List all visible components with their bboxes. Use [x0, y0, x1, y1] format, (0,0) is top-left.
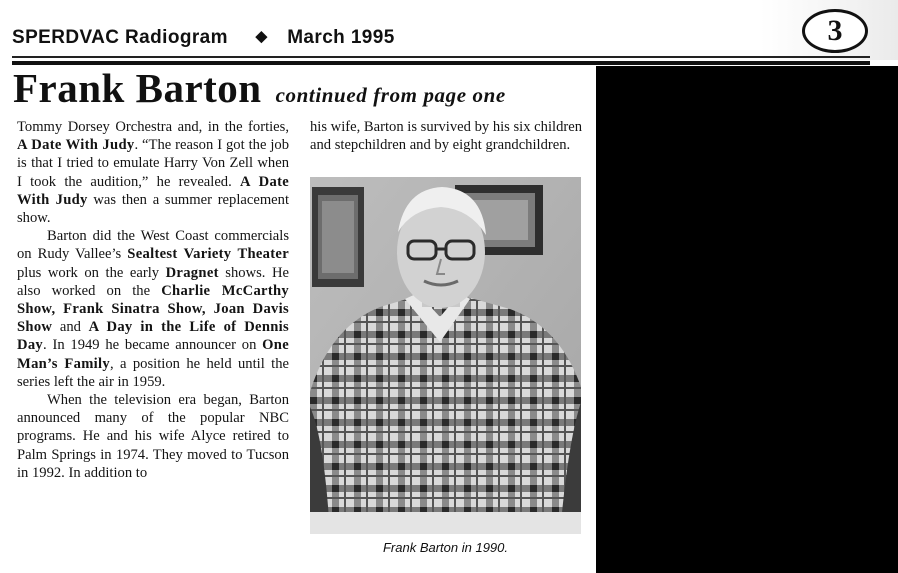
- bold-text: A Date With Judy: [17, 137, 135, 154]
- text-run: plus work on the early: [17, 264, 166, 281]
- article-headline: [13, 64, 506, 112]
- bold-text: One Man’s Family: [17, 337, 289, 372]
- bold-text: A Day in the Life of Dennis Day: [17, 319, 290, 354]
- right-column: [310, 118, 582, 154]
- text-run: was then a summer replacement show.: [17, 191, 289, 227]
- text-run: his wife, Barton is survived by his six children and stepchildren and by eight grandchildren.: [310, 119, 582, 154]
- text-run: Tommy Dorsey Orchestra and, in the forties,: [17, 119, 289, 135]
- paragraph: [310, 118, 582, 154]
- text-run: , a position he held until the series left the air in 1959.: [17, 355, 289, 390]
- bold-text: Dragnet: [165, 264, 219, 281]
- bold-text: Sealtest Variety Theater: [127, 246, 289, 263]
- header-rule: [12, 56, 870, 58]
- text-run: When the television era began, Barton announced many of the popular NBC programs. He and his wife Alyce retired to Palm Springs in 1974. They moved to Tucson in 1992. In addition to: [17, 392, 289, 481]
- running-header: [12, 27, 395, 49]
- page-number-badge: [802, 9, 868, 53]
- article-title: Frank Barton: [13, 65, 262, 111]
- photo-caption: Frank Barton in 1990.: [382, 540, 509, 555]
- text-run: . In 1949 he became announcer on: [43, 337, 263, 354]
- text-run: shows. He also worked on the: [17, 264, 289, 299]
- publication-name: SPERDVAC Radiogram: [12, 27, 228, 48]
- text-run: and: [52, 319, 89, 336]
- paragraph: [17, 391, 289, 482]
- portrait-photo: [310, 177, 581, 534]
- portrait-illustration: [310, 177, 581, 534]
- issue-date: March 1995: [287, 27, 395, 48]
- page-number: 3: [827, 14, 843, 47]
- continued-note: continued from page one: [275, 83, 506, 107]
- bold-text: Charlie McCarthy Show, Frank Sinatra Show, Joan Davis Show: [17, 282, 289, 336]
- black-margin-area: [596, 66, 898, 573]
- text-run: . “The reason I got the job is that I tried to emulate Harry Von Zell when I took the audition,” he revealed.: [17, 137, 290, 190]
- paragraph: [17, 227, 289, 391]
- text-run: Barton did the West Coast commercials on Rudy Vallee’s: [17, 228, 289, 263]
- paragraph: [17, 118, 289, 227]
- left-column: [17, 118, 289, 482]
- diamond-separator-icon: ◆: [255, 28, 268, 45]
- bold-text: A Date With Judy: [17, 173, 290, 208]
